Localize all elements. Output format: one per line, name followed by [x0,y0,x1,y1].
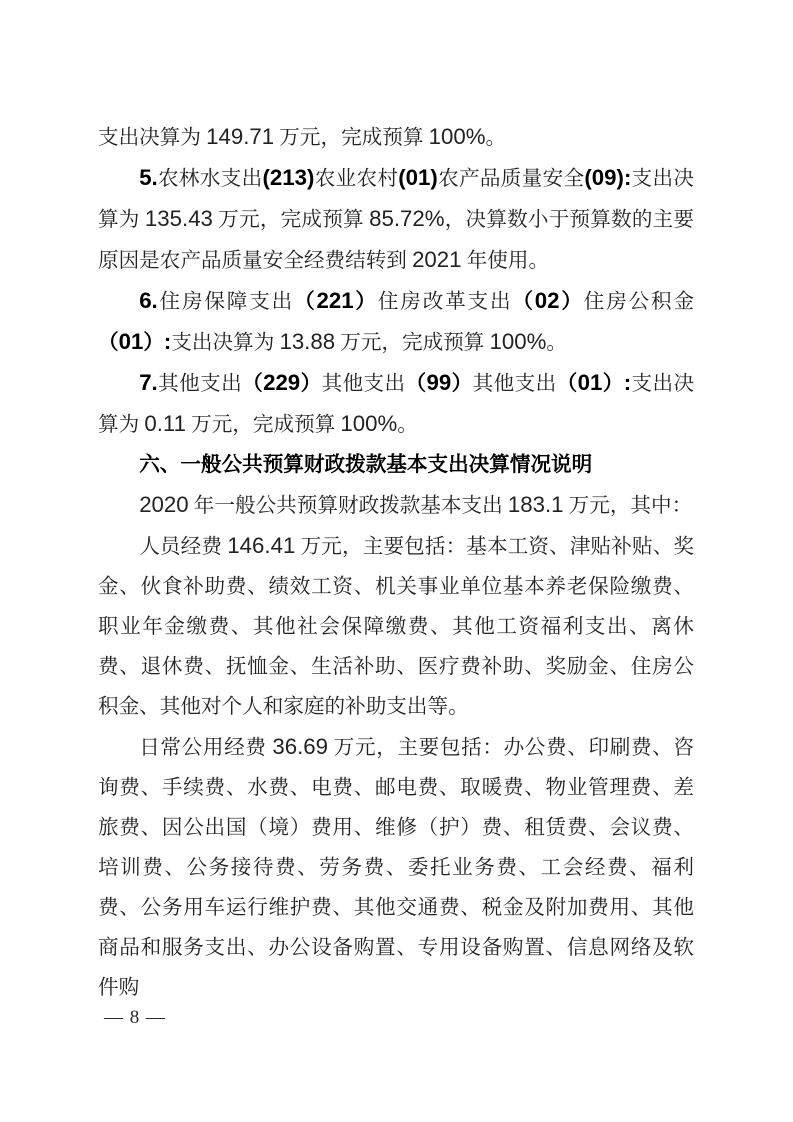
paragraph-basic-expenditure-total [98,485,694,526]
numeric-run: 01 [577,370,603,395]
text-run: 日常公用经费 [139,737,273,759]
numeric-run: (01) [398,165,438,190]
text-run: 万元，主要包括：办公费、印刷费、咨询费、手续费、水费、电费、邮电费、取暖费、物业管理费、差旅费、因公出国（境）费用、维修（护）费、租赁费、会议费、培训费、公务接待费、劳务费、委托业务费、工会经费、福利费、公务用车运行维护费、其他交通费、税金及附加费用、其他商品和服务支出、办公设备购置、专用设备购置、信息网络及软件购 [98,737,694,999]
numeric-run: 183.1 [507,492,564,517]
paragraph-personnel-funds [98,526,694,727]
text-run: ） [602,373,624,395]
text-run: （ [405,373,427,395]
numeric-run: 2021 [412,247,462,272]
numeric-run: 0.11 [144,411,186,436]
numeric-run: : [163,329,172,354]
text-run: 万元，其中： [563,495,693,517]
text-run: 。 [485,127,507,149]
numeric-run: 7. [139,370,158,395]
text-run: 农产品质量安全 [437,168,585,190]
numeric-run: 6. [139,288,158,313]
numeric-run: : [623,165,632,190]
text-run: 农业农村 [314,168,399,190]
paragraph-item7-other [98,363,694,445]
numeric-run: 229 [263,370,301,395]
text-run: 住房公积金 [583,291,695,313]
numeric-run: (213) [262,165,315,190]
paragraph-daily-public-funds [98,727,694,1008]
numeric-run: 100% [489,329,547,354]
numeric-run: (09) [584,165,624,190]
numeric-run: 85.72% [369,206,445,231]
text-run: 万元，完成预算 [335,332,490,354]
text-run: 住房保障支出 [157,291,295,313]
numeric-run: 149.71 [206,124,275,149]
numeric-run: 221 [316,288,354,313]
text-run: 支出决算为 [98,168,695,231]
text-run: 其他支出 [321,373,406,395]
heading-section-6-basic-expenditure [98,445,694,485]
document-body [98,117,694,1008]
numeric-run: 01 [118,329,144,354]
text-run: 住房改革支出 [377,291,513,313]
text-run: 人员经费 [139,536,228,558]
numeric-run: 13.88 [279,329,336,354]
text-run: 万元，完成预算 [212,209,370,231]
numeric-run: 02 [534,288,560,313]
text-run: 支出决算为 [98,127,207,149]
text-run: ） [353,291,378,313]
numeric-run: 36.69 [272,734,328,759]
text-run: 支出决算为 [171,332,280,354]
text-run: （ [294,291,317,313]
text-run: （ [98,332,119,354]
text-run: 万元，完成预算 [185,414,341,436]
text-run: （ [556,373,578,395]
numeric-run: 2020 [139,492,189,517]
text-run: （ [512,291,535,313]
numeric-run: 5. [139,165,158,190]
page-number: — 8 — [104,1007,166,1028]
text-run: 。 [546,332,568,354]
text-run: 其他支出 [472,373,557,395]
text-run: （ [242,373,264,395]
text-run: 万元，完成预算 [274,127,429,149]
text-run: 六、一般公共预算财政拨款基本支出决算情况说明 [139,453,593,476]
text-run: 。 [397,414,418,436]
page-footer [104,1003,166,1033]
text-run: ） [451,373,473,395]
numeric-run: 135.43 [144,206,213,231]
numeric-run: 100% [340,411,398,436]
text-run: 农林水支出 [157,168,263,190]
numeric-run: 99 [426,370,452,395]
text-run: ，决算数小于预算数的主要原因是农产品质量安全经费结转到 [98,209,695,272]
text-run: 年使用。 [461,250,550,272]
text-run: ） [300,373,322,395]
paragraph-item6-housing [98,281,694,363]
numeric-run: 146.41 [227,533,296,558]
text-run: 支出决算为 [98,373,695,436]
text-run: ） [143,332,164,354]
numeric-run: 100% [428,124,486,149]
paragraph-item5-agriculture [98,158,694,281]
numeric-run: : [623,370,632,395]
text-run: ） [559,291,584,313]
text-run: 万元，主要包括：基本工资、津贴补贴、奖金、伙食补助费、绩效工资、机关事业单位基本养老保险缴费、职业年金缴费、其他社会保障缴费、其他工资福利支出、离休费、退休费、抚恤金、生活补助、医疗费补助、奖励金、住房公积金、其他对个人和家庭的补助支出等。 [98,536,694,718]
text-run: 年一般公共预算财政拨款基本支出 [188,495,508,517]
paragraph-item4-continuation [98,117,694,158]
text-run: 其他支出 [157,373,243,395]
